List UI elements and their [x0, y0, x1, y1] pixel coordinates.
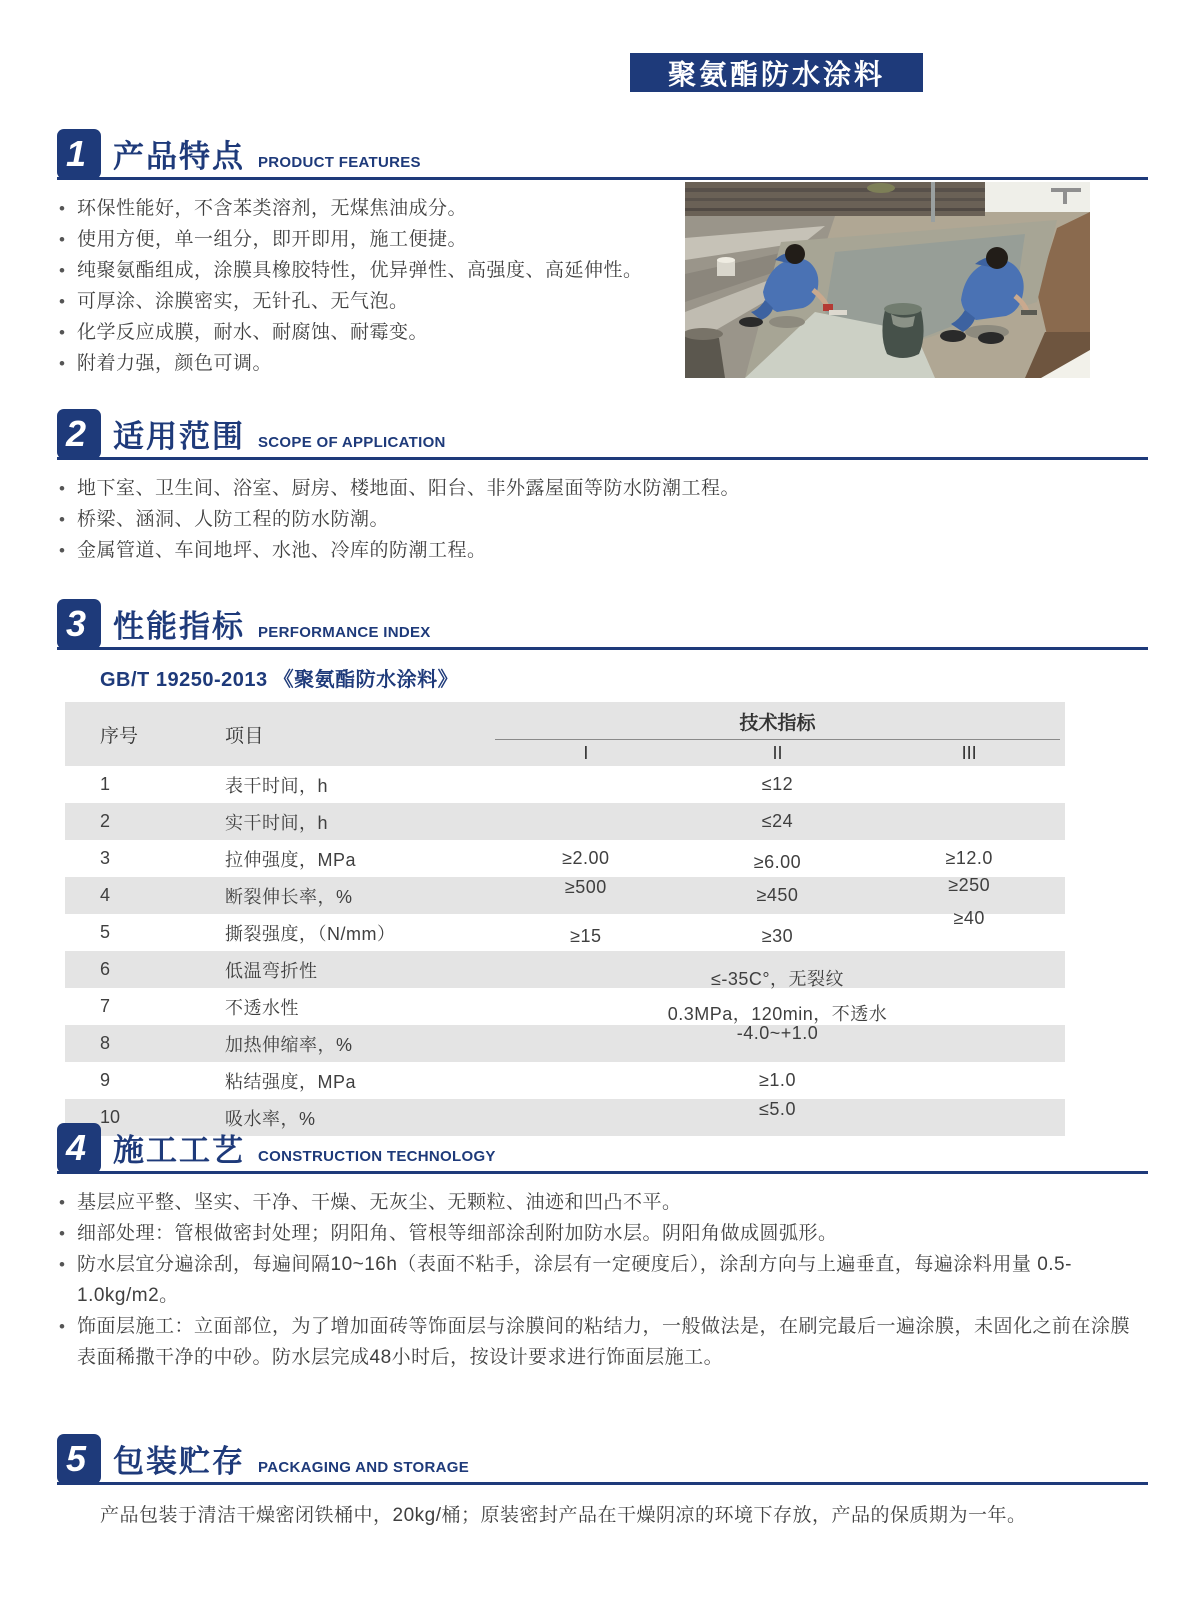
column-header-level-1: I — [490, 740, 682, 766]
column-header-level-2: II — [682, 740, 874, 766]
photo-illustration — [685, 182, 1090, 378]
table-row: 10 吸水率，% ≤5.0 — [65, 1099, 1065, 1136]
table-row: 8 加热伸缩率，% -4.0~+1.0 — [65, 1025, 1065, 1062]
list-item: • 细部处理：管根做密封处理；阴阳角、管根等细部涂刮附加防水层。阴阳角做成圆弧形。 — [57, 1218, 1148, 1249]
list-item: • 地下室、卫生间、浴室、厨房、楼地面、阳台、非外露屋面等防水防潮工程。 — [57, 473, 1148, 504]
section-title: 性能指标 — [113, 609, 245, 644]
mixing-barrel — [882, 303, 923, 358]
section-header — [57, 598, 1148, 650]
list-item: • 防水层宜分遍涂刮，每遍间隔10~16h（表面不粘手，涂层有一定硬度后），涂刮方向与上遍垂直，每遍涂料用量 0.5-1.0kg/m2。 — [57, 1249, 1148, 1311]
table-row: 9 粘结强度，MPa ≥1.0 — [100, 1070, 796, 1092]
table-row: 6 低温弯折性 ≤-35C°，无裂纹 — [65, 951, 1065, 988]
section-scope — [57, 408, 1148, 566]
column-header-item: 项目 — [225, 702, 490, 766]
list-item: • 可厚涂、涂膜密实，无针孔、无气泡。 — [57, 286, 657, 317]
table-row: 3 拉伸强度，MPa ≥2.00 ≥6.00 ≥12.0 — [100, 848, 993, 872]
section-header — [57, 1122, 1148, 1174]
list-item: • 使用方便，单一组分，即开即用，施工便捷。 — [57, 224, 657, 255]
list-item: • 金属管道、车间地坪、水池、冷库的防潮工程。 — [57, 535, 1148, 566]
section-number-badge: 3 — [57, 599, 101, 649]
list-item: • 化学反应成膜，耐水、耐腐蚀、耐霉变。 — [57, 317, 657, 348]
section-construction — [57, 1122, 1148, 1373]
packaging-text: 产品包装于清洁干燥密闭铁桶中，20kg/桶；原装密封产品在干燥阴凉的环境下存放，产品的保质期为一年。 — [100, 1505, 1027, 1526]
column-header-index: 序号 — [65, 702, 225, 766]
table-row: 5 撕裂强度，（N/mm） ≥15 ≥30 ≥40 — [100, 908, 985, 946]
performance-table — [65, 702, 1065, 1136]
section-subtitle: PRODUCT FEATURES — [258, 154, 421, 171]
section-subtitle: SCOPE OF APPLICATION — [258, 434, 446, 451]
section-performance — [57, 598, 1148, 1136]
section-title: 施工工艺 — [113, 1133, 245, 1168]
workers-applying-coating-photo — [685, 182, 1090, 378]
table-row: 7 不透水性 0.3MPa，120min，不透水 — [100, 996, 888, 1024]
section-header — [57, 408, 1148, 460]
construction-list — [57, 1187, 1148, 1373]
table-row: 4 断裂伸长率，% ≥500 ≥450 ≥250 — [65, 877, 1065, 914]
column-header-tech: 技术指标 — [490, 702, 1065, 740]
section-title: 产品特点 — [113, 139, 245, 174]
section-number-badge: 4 — [57, 1123, 101, 1173]
list-item: • 基层应平整、坚实、干净、干燥、无灰尘、无颗粒、油迹和凹凸不平。 — [57, 1187, 1148, 1218]
section-subtitle: CONSTRUCTION TECHNOLOGY — [258, 1148, 496, 1165]
section-number-badge: 2 — [57, 409, 101, 459]
section-header — [57, 128, 1148, 180]
section-title: 包装贮存 — [113, 1444, 245, 1479]
section-title: 适用范围 — [113, 419, 245, 454]
list-item: • 饰面层施工：立面部位，为了增加面砖等饰面层与涂膜间的粘结力，一般做法是，在刷完最后一遍涂膜，未固化之前在涂膜表面稀撒干净的中砂。防水层完成48小时后，按设计要求进行饰面层施工。 — [57, 1311, 1148, 1373]
section-number-badge: 1 — [57, 129, 101, 179]
list-item: • 附着力强，颜色可调。 — [57, 348, 657, 379]
list-item: • 环保性能好，不含苯类溶剂，无煤焦油成分。 — [57, 193, 657, 224]
section-number-badge: 5 — [57, 1434, 101, 1484]
scope-list — [57, 473, 1148, 566]
column-header-level-3: III — [873, 740, 1065, 766]
list-item: • 纯聚氨酯组成，涂膜具橡胶特性，优异弹性、高强度、高延伸性。 — [57, 255, 657, 286]
page-title: 聚氨酯防水涂料 — [630, 53, 923, 92]
standard-reference: GB/T 19250-2013 《聚氨酯防水涂料》 — [100, 669, 459, 691]
section-header — [57, 1433, 1148, 1485]
section-subtitle: PERFORMANCE INDEX — [258, 624, 431, 641]
section-packaging — [57, 1433, 1148, 1531]
section-subtitle: PACKAGING AND STORAGE — [258, 1459, 470, 1476]
table-row: 2 实干时间，h ≤24 — [65, 803, 1065, 840]
list-item: • 桥梁、涵洞、人防工程的防水防潮。 — [57, 504, 1148, 535]
table-row: 1 表干时间，h ≤12 — [100, 774, 794, 796]
